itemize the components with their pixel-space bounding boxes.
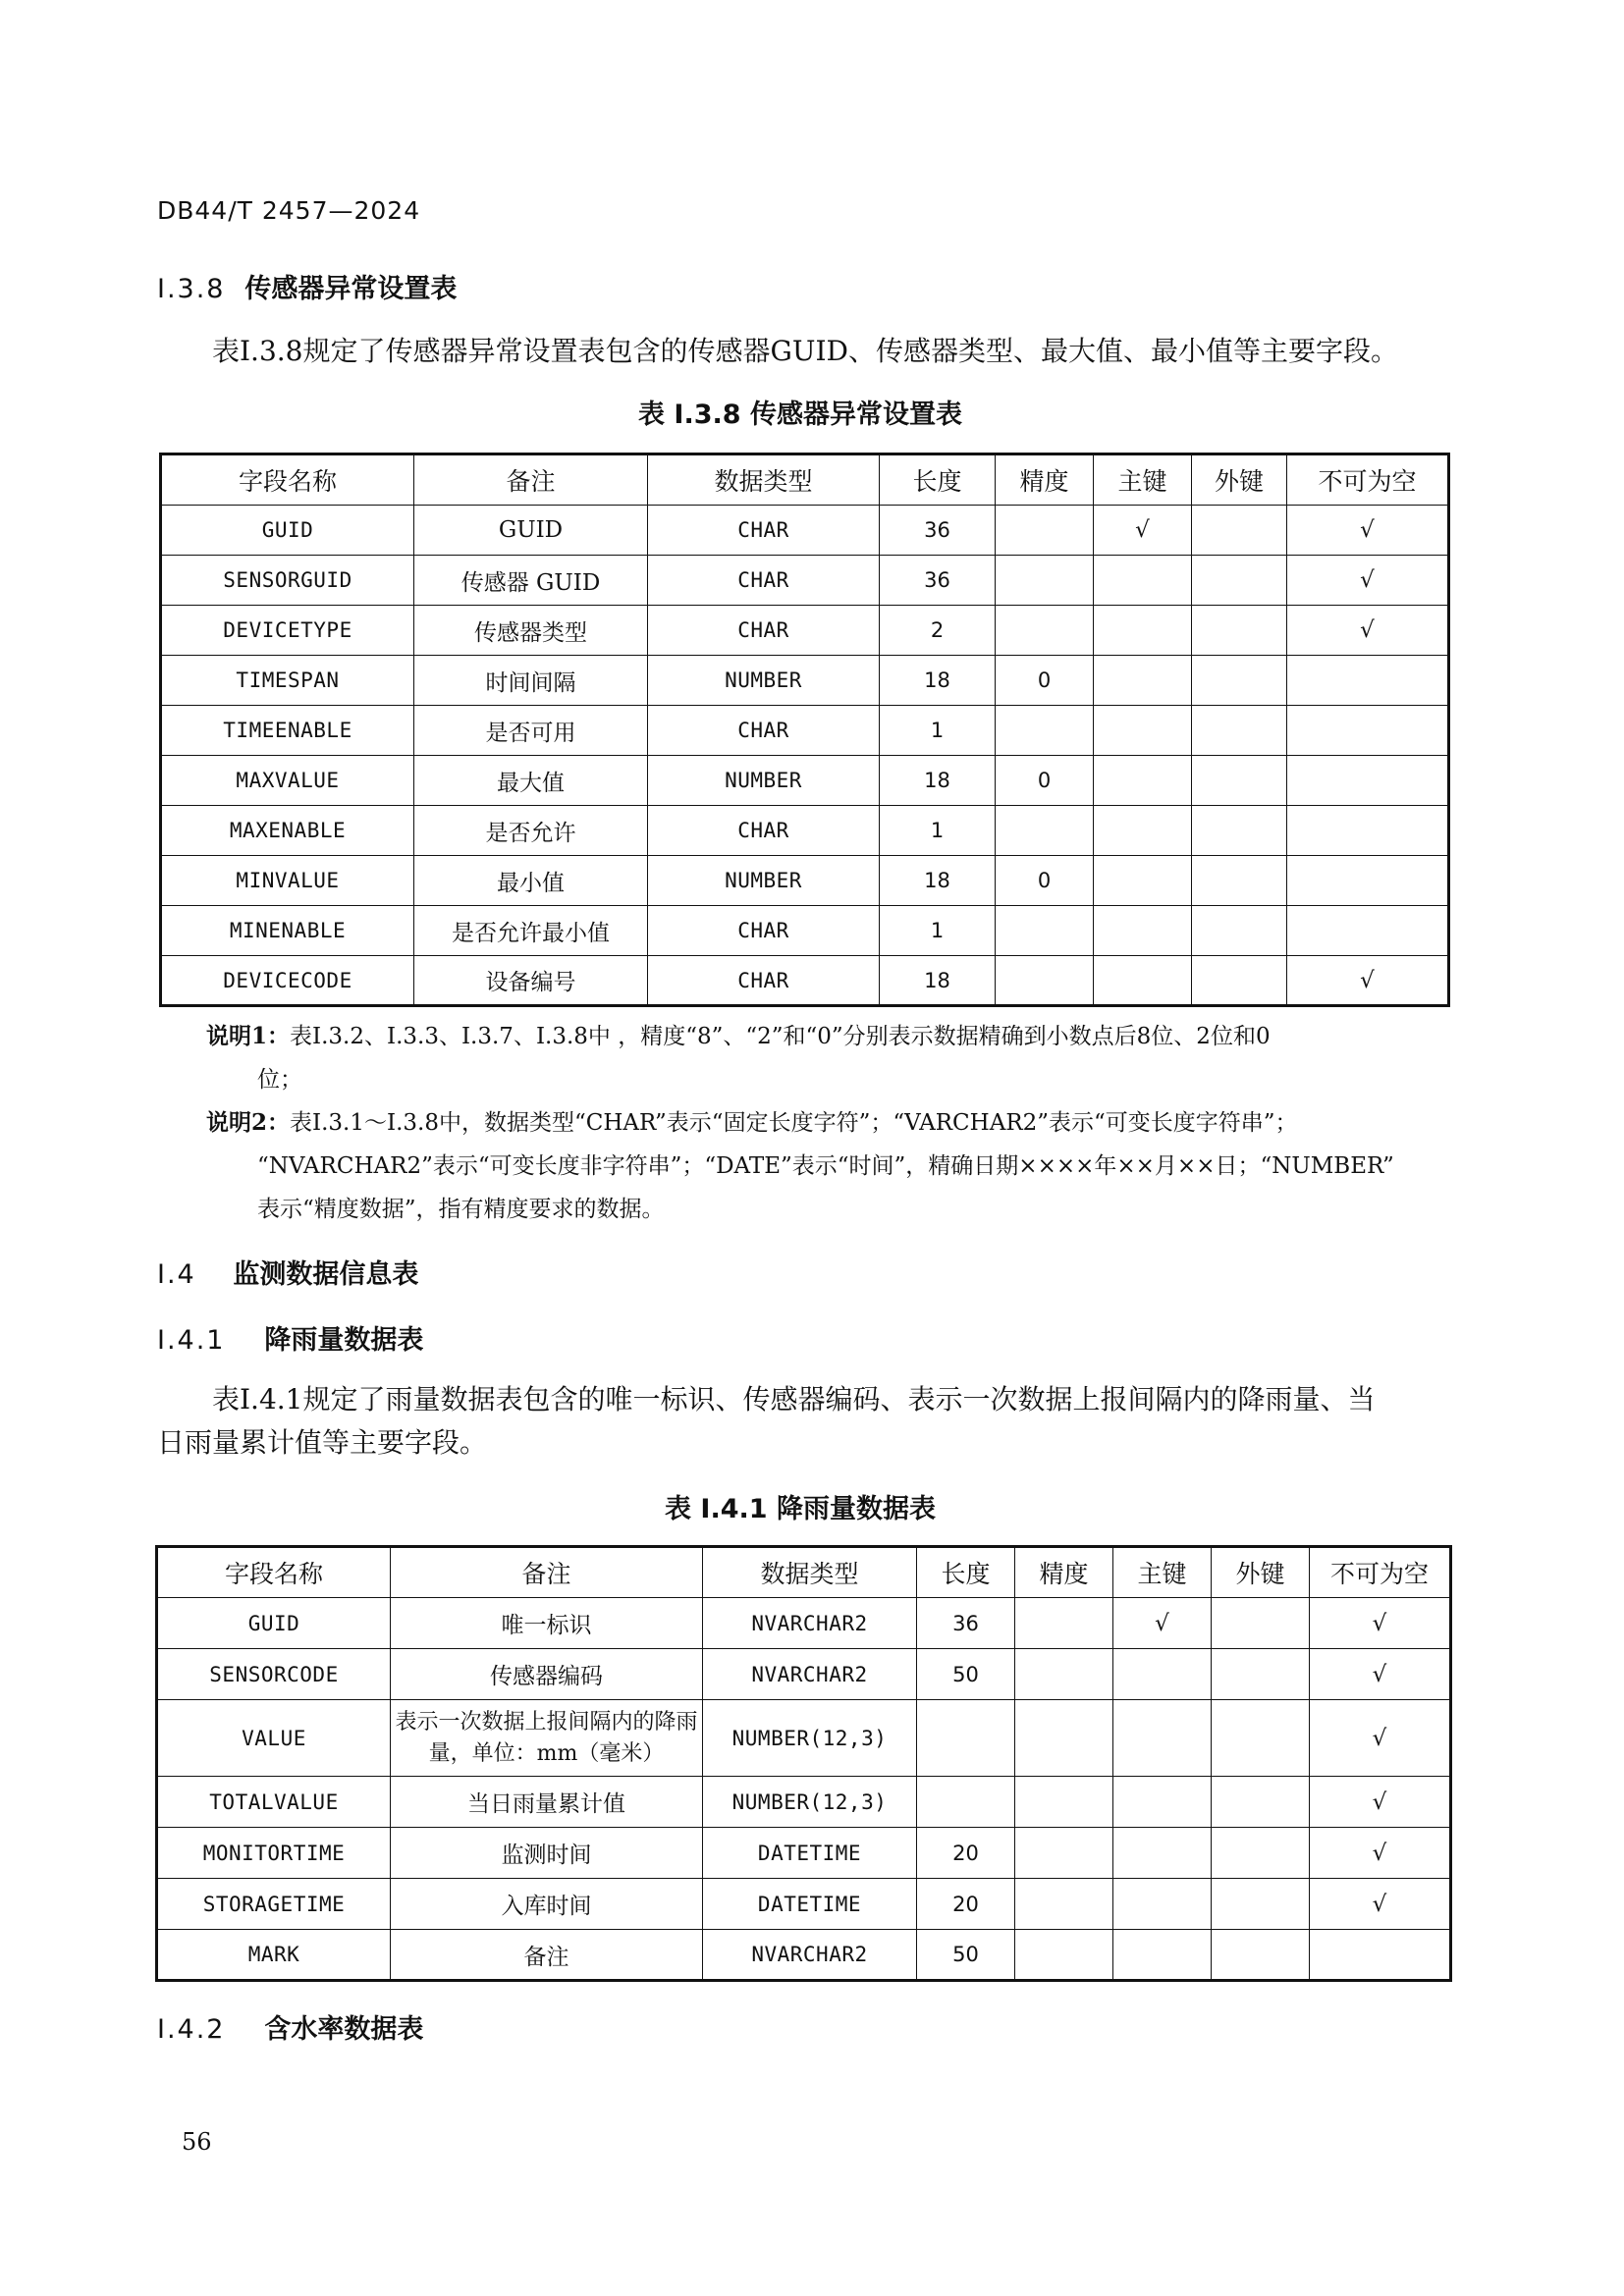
cell-precision: 0 (996, 756, 1094, 806)
note-1-label: 说明1： (206, 1023, 291, 1049)
note-2-line-2: “NVARCHAR2”表示“可变长度非字符串”；“DATE”表示“时间”，精确日期××××年××月××日；“NUMBER” (257, 1153, 1394, 1179)
table-row (161, 756, 1449, 806)
cell-remark: 是否可用 (414, 706, 648, 756)
column-header-length: 长度 (880, 454, 996, 506)
cell-foreign-key (1212, 1879, 1310, 1930)
cell-precision (996, 956, 1094, 1006)
intro-line-1: 表I.4.1规定了雨量数据表包含的唯一标识、传感器编码、表示一次数据上报间隔内的降雨量、当 (212, 1383, 1376, 1415)
cell-precision (1015, 1930, 1113, 1981)
table-row (157, 1777, 1451, 1828)
cell-length: 36 (880, 506, 996, 556)
cell-foreign-key (1212, 1777, 1310, 1828)
section-number: I.3.8 (157, 274, 226, 304)
section-heading-i4 (157, 1253, 418, 1291)
cell-length: 18 (880, 756, 996, 806)
cell-length: 1 (880, 706, 996, 756)
cell-remark: 时间间隔 (414, 656, 648, 706)
cell-field-name: MAXVALUE (161, 756, 414, 806)
cell-not-null (1287, 806, 1449, 856)
cell-primary-key: √ (1094, 506, 1192, 556)
column-header-precision: 精度 (996, 454, 1094, 506)
cell-not-null (1287, 656, 1449, 706)
table-row (157, 1828, 1451, 1879)
cell-primary-key (1094, 756, 1192, 806)
column-header-foreign-key: 外键 (1212, 1547, 1310, 1598)
cell-primary-key (1113, 1649, 1212, 1700)
cell-remark: 设备编号 (414, 956, 648, 1006)
cell-foreign-key (1212, 1828, 1310, 1879)
table-row (161, 606, 1449, 656)
note-2-label: 说明2： (206, 1109, 291, 1136)
cell-remark: 最大值 (414, 756, 648, 806)
section-heading-i41 (157, 1318, 423, 1357)
cell-foreign-key (1212, 1598, 1310, 1649)
cell-data-type: NUMBER(12,3) (703, 1777, 917, 1828)
cell-not-null: √ (1310, 1649, 1451, 1700)
cell-foreign-key (1212, 1930, 1310, 1981)
cell-length: 20 (917, 1828, 1015, 1879)
cell-field-name: MAXENABLE (161, 806, 414, 856)
cell-primary-key (1094, 906, 1192, 956)
cell-foreign-key (1192, 956, 1287, 1006)
sensor-exception-table (159, 453, 1450, 1007)
cell-primary-key (1113, 1879, 1212, 1930)
cell-primary-key (1113, 1777, 1212, 1828)
cell-data-type: CHAR (648, 956, 880, 1006)
cell-remark: 是否允许 (414, 806, 648, 856)
table-caption-i38: 表 I.3.8 传感器异常设置表 (638, 400, 962, 430)
cell-primary-key (1094, 606, 1192, 656)
cell-remark: 备注 (391, 1930, 703, 1981)
cell-not-null: √ (1310, 1598, 1451, 1649)
column-header-length: 长度 (917, 1547, 1015, 1598)
table-header-row (161, 454, 1449, 506)
rainfall-data-table (155, 1545, 1452, 1982)
column-header-field-name: 字段名称 (161, 454, 414, 506)
cell-field-name: MARK (157, 1930, 391, 1981)
cell-not-null: √ (1287, 506, 1449, 556)
cell-remark: 是否允许最小值 (414, 906, 648, 956)
table-row (157, 1649, 1451, 1700)
table-row (161, 906, 1449, 956)
cell-data-type: DATETIME (703, 1879, 917, 1930)
cell-primary-key: √ (1113, 1598, 1212, 1649)
cell-data-type: NUMBER(12,3) (703, 1700, 917, 1777)
cell-precision (1015, 1777, 1113, 1828)
cell-length: 2 (880, 606, 996, 656)
cell-foreign-key (1192, 606, 1287, 656)
cell-precision (996, 556, 1094, 606)
cell-data-type: NUMBER (648, 856, 880, 906)
section-title: 含水率数据表 (264, 2014, 424, 2045)
cell-precision (996, 706, 1094, 756)
cell-field-name: STORAGETIME (157, 1879, 391, 1930)
cell-remark: 传感器编码 (391, 1649, 703, 1700)
cell-length: 1 (880, 806, 996, 856)
cell-field-name: MONITORTIME (157, 1828, 391, 1879)
cell-remark: GUID (414, 506, 648, 556)
table-row (161, 706, 1449, 756)
note-2-line-1: 表I.3.1～I.3.8中，数据类型“CHAR”表示“固定长度字符”；“VARCHAR2”表示“可变长度字符串”； (290, 1110, 1298, 1136)
cell-primary-key (1094, 806, 1192, 856)
cell-foreign-key (1192, 756, 1287, 806)
cell-length: 1 (880, 906, 996, 956)
section-number: I.4.2 (157, 2014, 226, 2045)
cell-precision (1015, 1598, 1113, 1649)
cell-precision (996, 606, 1094, 656)
table-row (161, 556, 1449, 606)
table-row (161, 956, 1449, 1006)
cell-foreign-key (1192, 656, 1287, 706)
note-2 (206, 1101, 1453, 1231)
table-row (157, 1700, 1451, 1777)
cell-length: 20 (917, 1879, 1015, 1930)
cell-remark: 传感器类型 (414, 606, 648, 656)
cell-foreign-key (1192, 506, 1287, 556)
cell-remark: 传感器 GUID (414, 556, 648, 606)
cell-precision (1015, 1649, 1113, 1700)
cell-field-name: DEVICECODE (161, 956, 414, 1006)
cell-primary-key (1113, 1828, 1212, 1879)
cell-primary-key (1094, 956, 1192, 1006)
cell-not-null: √ (1287, 606, 1449, 656)
column-header-remark: 备注 (414, 454, 648, 506)
cell-foreign-key (1192, 806, 1287, 856)
cell-primary-key (1113, 1700, 1212, 1777)
cell-field-name: TIMEENABLE (161, 706, 414, 756)
cell-primary-key (1094, 706, 1192, 756)
cell-precision (1015, 1828, 1113, 1879)
column-header-primary-key: 主键 (1113, 1547, 1212, 1598)
page-number: 56 (182, 2128, 212, 2156)
column-header-not-null: 不可为空 (1287, 454, 1449, 506)
column-header-precision: 精度 (1015, 1547, 1113, 1598)
cell-precision (996, 906, 1094, 956)
cell-precision (996, 806, 1094, 856)
table-header-row (157, 1547, 1451, 1598)
cell-primary-key (1113, 1930, 1212, 1981)
section-number: I.4 (157, 1259, 196, 1290)
cell-primary-key (1094, 856, 1192, 906)
cell-precision (1015, 1879, 1113, 1930)
cell-length: 18 (880, 856, 996, 906)
cell-data-type: DATETIME (703, 1828, 917, 1879)
section-intro-i41 (157, 1378, 1443, 1465)
cell-foreign-key (1192, 856, 1287, 906)
cell-data-type: NUMBER (648, 656, 880, 706)
section-heading-i38 (157, 267, 457, 305)
cell-remark: 唯一标识 (391, 1598, 703, 1649)
cell-data-type: CHAR (648, 506, 880, 556)
cell-field-name: TOTALVALUE (157, 1777, 391, 1828)
cell-foreign-key (1192, 706, 1287, 756)
table-row (161, 806, 1449, 856)
cell-precision: 0 (996, 656, 1094, 706)
cell-field-name: VALUE (157, 1700, 391, 1777)
cell-foreign-key (1212, 1649, 1310, 1700)
column-header-field-name: 字段名称 (157, 1547, 391, 1598)
cell-length: 36 (880, 556, 996, 606)
cell-not-null (1287, 856, 1449, 906)
section-number: I.4.1 (157, 1325, 226, 1356)
column-header-not-null: 不可为空 (1310, 1547, 1451, 1598)
cell-data-type: NVARCHAR2 (703, 1930, 917, 1981)
cell-data-type: NUMBER (648, 756, 880, 806)
cell-field-name: SENSORGUID (161, 556, 414, 606)
column-header-foreign-key: 外键 (1192, 454, 1287, 506)
cell-remark: 最小值 (414, 856, 648, 906)
cell-data-type: NVARCHAR2 (703, 1598, 917, 1649)
column-header-data-type: 数据类型 (648, 454, 880, 506)
section-title: 监测数据信息表 (233, 1259, 419, 1290)
cell-length: 50 (917, 1649, 1015, 1700)
cell-precision (996, 506, 1094, 556)
cell-not-null: √ (1310, 1828, 1451, 1879)
section-intro-i38: 表I.3.8规定了传感器异常设置表包含的传感器GUID、传感器类型、最大值、最小值等主要字段。 (212, 335, 1398, 367)
cell-not-null: √ (1287, 556, 1449, 606)
cell-length: 18 (880, 656, 996, 706)
cell-not-null: √ (1310, 1879, 1451, 1930)
cell-data-type: CHAR (648, 806, 880, 856)
section-title: 降雨量数据表 (264, 1325, 424, 1356)
cell-not-null (1310, 1930, 1451, 1981)
cell-remark: 入库时间 (391, 1879, 703, 1930)
cell-length: 36 (917, 1598, 1015, 1649)
note-1-line-1: 表I.3.2、I.3.3、I.3.7、I.3.8中 ，精度“8”、“2”和“0”分别表示数据精确到小数点后8位、2位和0 (290, 1024, 1271, 1049)
column-header-remark: 备注 (391, 1547, 703, 1598)
cell-foreign-key (1192, 556, 1287, 606)
note-1 (206, 1015, 1453, 1101)
cell-precision (1015, 1700, 1113, 1777)
cell-not-null: √ (1310, 1700, 1451, 1777)
section-heading-i42 (157, 2007, 423, 2046)
table-row (157, 1879, 1451, 1930)
cell-remark: 表示一次数据上报间隔内的降雨量，单位：mm（毫米） (391, 1700, 703, 1777)
section-title: 传感器异常设置表 (244, 274, 458, 304)
cell-data-type: CHAR (648, 556, 880, 606)
cell-length: 18 (880, 956, 996, 1006)
cell-field-name: GUID (157, 1598, 391, 1649)
table-row (161, 856, 1449, 906)
cell-foreign-key (1192, 906, 1287, 956)
cell-length (917, 1777, 1015, 1828)
cell-foreign-key (1212, 1700, 1310, 1777)
cell-field-name: MINVALUE (161, 856, 414, 906)
cell-not-null (1287, 756, 1449, 806)
cell-field-name: GUID (161, 506, 414, 556)
note-2-line-3: 表示“精度数据”，指有精度要求的数据。 (257, 1197, 665, 1222)
cell-field-name: MINENABLE (161, 906, 414, 956)
cell-not-null (1287, 706, 1449, 756)
cell-primary-key (1094, 556, 1192, 606)
table-row (157, 1598, 1451, 1649)
cell-length (917, 1700, 1015, 1777)
cell-not-null: √ (1287, 956, 1449, 1006)
cell-data-type: NVARCHAR2 (703, 1649, 917, 1700)
intro-line-2: 日雨量累计值等主要字段。 (157, 1426, 488, 1459)
cell-remark: 当日雨量累计值 (391, 1777, 703, 1828)
cell-data-type: CHAR (648, 706, 880, 756)
document-code: DB44/T 2457—2024 (157, 196, 421, 225)
column-header-data-type: 数据类型 (703, 1547, 917, 1598)
cell-precision: 0 (996, 856, 1094, 906)
cell-data-type: CHAR (648, 606, 880, 656)
column-header-primary-key: 主键 (1094, 454, 1192, 506)
cell-field-name: DEVICETYPE (161, 606, 414, 656)
table-row (161, 656, 1449, 706)
cell-field-name: TIMESPAN (161, 656, 414, 706)
table-row (157, 1930, 1451, 1981)
cell-length: 50 (917, 1930, 1015, 1981)
table-caption-i41: 表 I.4.1 降雨量数据表 (665, 1494, 936, 1524)
cell-not-null (1287, 906, 1449, 956)
cell-not-null: √ (1310, 1777, 1451, 1828)
cell-data-type: CHAR (648, 906, 880, 956)
cell-remark: 监测时间 (391, 1828, 703, 1879)
cell-field-name: SENSORCODE (157, 1649, 391, 1700)
note-1-line-2: 位； (257, 1067, 302, 1093)
table-row (161, 506, 1449, 556)
cell-primary-key (1094, 656, 1192, 706)
